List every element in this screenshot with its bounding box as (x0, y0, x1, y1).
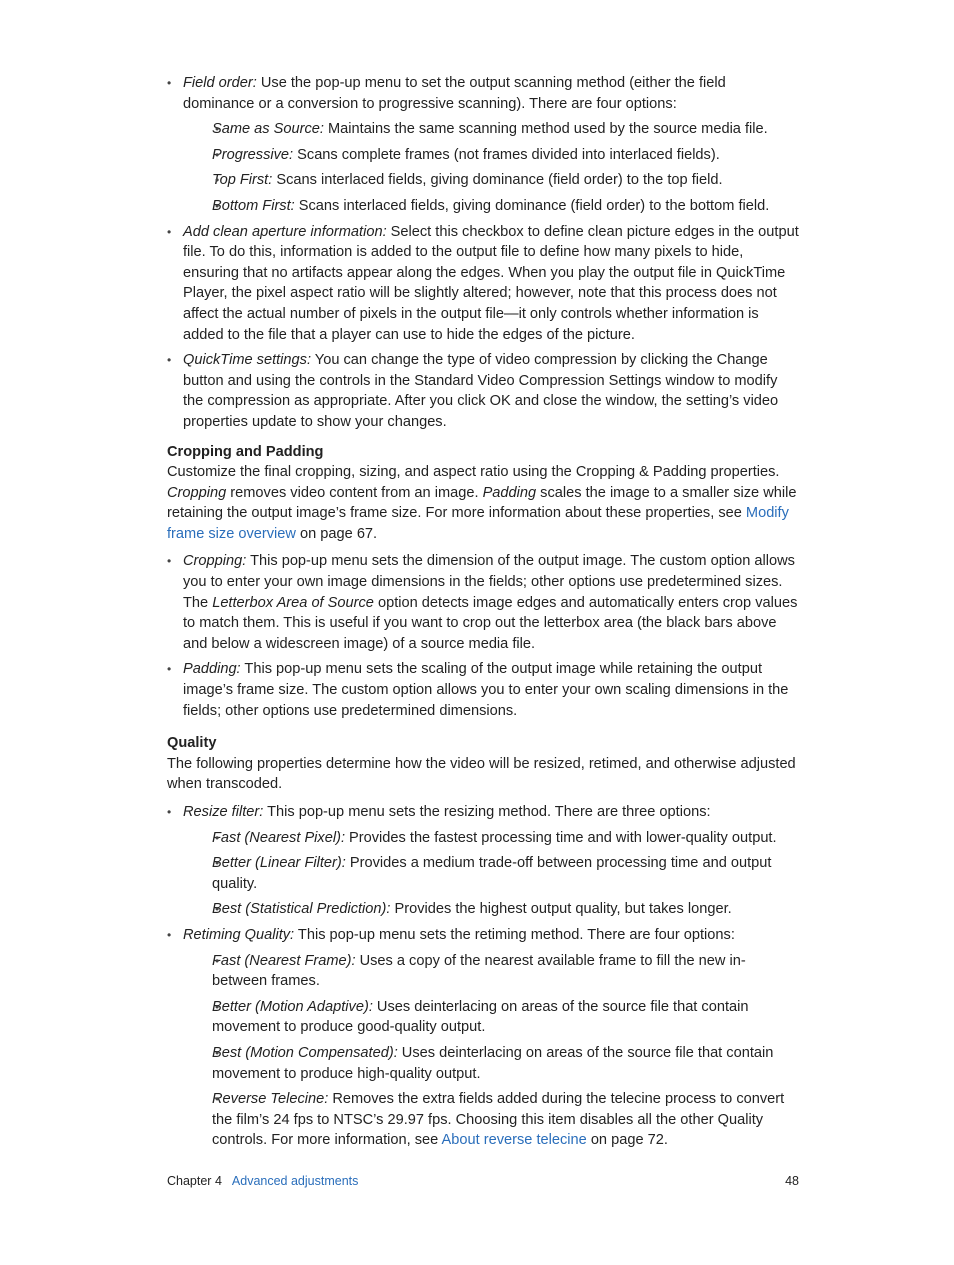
item-text: This pop-up menu sets the dimension of the output image. The custom option allows you to enter your own image dimensions in the fields; other options use predetermined sizes. The (183, 553, 795, 611)
item-text: Use the pop-up menu to set the output scanning method (either the field dominance or a conversion to progressive scanning). There are four options: (183, 75, 726, 112)
page-footer (167, 1171, 799, 1191)
item-text: Maintains the same scanning method used by the source media file. (323, 121, 768, 138)
cropping-section (167, 442, 799, 722)
quality-section (167, 733, 799, 1151)
sub-list-item (199, 1043, 799, 1084)
item-text: Select this checkbox to define clean picture edges in the output file. To do this, information is added to the output file to define how many pixels to hide, ensuring that no artifacts appear along the edges. When you play the output file in QuickTime Player, the pixel aspect ratio will be slightly altered; however, note that this process does not affect the actual number of pixels in the output file—it only controls whether information is added to the file that a player can use to hide the edges of the picture. (183, 223, 799, 343)
term: Fast (Nearest Pixel): (212, 829, 345, 846)
term: Reverse Telecine: (212, 1091, 329, 1108)
paragraph (167, 462, 799, 544)
section-heading: Quality (167, 735, 217, 752)
item-text: Uses a copy of the nearest available frame to fill the new in-between frames. (212, 952, 746, 990)
term: Better (Motion Adaptive): (212, 998, 373, 1015)
paragraph-text: Customize the final cropping, sizing, and aspect ratio using the Cropping & Padding properties. (167, 464, 780, 481)
page-content (167, 73, 799, 1156)
term: Field order: (183, 75, 257, 91)
item-text: Scans complete frames (not frames divided into interlaced fields). (293, 146, 720, 163)
sub-list-item (199, 196, 799, 217)
sub-list-item (199, 997, 799, 1038)
term: Padding: (183, 661, 241, 678)
about-reverse-telecine-link[interactable]: About reverse telecine (441, 1132, 587, 1149)
term: Progressive: (212, 146, 294, 163)
term: Cropping: (183, 553, 247, 570)
item-text: Provides the fastest processing time and with lower-quality output. (345, 829, 777, 846)
sub-list-item (199, 1089, 799, 1151)
term: Retiming Quality: (183, 926, 295, 943)
item-text: Uses deinterlacing on areas of the source file that contain movement to produce good-quality output. (212, 998, 749, 1036)
term: Padding (482, 484, 537, 501)
sub-list-item (199, 828, 799, 849)
sub-list-item (199, 853, 799, 894)
item-text: option detects image edges and automatically enters crop values to match them. This is useful if you want to crop out the letterbox area (the black bars above and below a widescreen image) of a source media file. (183, 594, 798, 652)
term: Fast (Nearest Frame): (212, 952, 356, 969)
term: Resize filter: (183, 804, 264, 820)
term: Better (Linear Filter): (212, 855, 346, 872)
paragraph-text: on page 67. (295, 525, 378, 542)
item-text: on page 72. (586, 1132, 668, 1149)
item-text: This pop-up menu sets the resizing method. There are three options: (263, 804, 711, 820)
item-text: This pop-up menu sets the scaling of the output image while retaining the output image’s frame size. The custom option allows you to enter your own scaling dimensions in the fields; other options use predetermined dimensions. (183, 661, 789, 719)
item-text: Scans interlaced fields, giving dominance (field order) to the bottom field. (294, 197, 770, 214)
term: QuickTime settings: (183, 352, 312, 369)
list-item (167, 802, 799, 920)
chapter-number: Chapter 4 (167, 1174, 222, 1188)
paragraph-text: scales the image to a smaller size while retaining the output image’s frame size. For more information about these properties, see (167, 484, 797, 522)
term: Add clean aperture information: (183, 223, 387, 240)
chapter-title-link[interactable]: Advanced adjustments (231, 1174, 359, 1188)
sub-list-item (199, 899, 799, 920)
item-text: This pop-up menu sets the retiming method. There are four options: (294, 926, 735, 943)
term: Best (Motion Compensated): (212, 1044, 398, 1061)
list-item (167, 350, 799, 432)
paragraph-text: removes video content from an image. (226, 484, 483, 501)
term: Best (Statistical Prediction): (212, 901, 391, 918)
field-options-list (167, 73, 799, 433)
item-text: Uses deinterlacing on areas of the source file that contain movement to produce high-quality output. (212, 1044, 774, 1082)
sub-list (183, 951, 799, 1151)
list-item (167, 222, 799, 346)
term: Cropping (167, 484, 227, 501)
item-text: Removes the extra fields added during the telecine process to convert the film’s 24 fps to NTSC’s 29.97 fps. Choosing this item disables all the other Quality controls. For more information, see (212, 1091, 785, 1149)
page-number: 48 (785, 1174, 799, 1188)
sub-list-item (199, 951, 799, 992)
modify-frame-size-link[interactable]: Modify frame size overview (167, 505, 789, 542)
term: Same as Source: (212, 121, 324, 138)
sub-list-item (199, 145, 799, 166)
term: Bottom First: (212, 197, 295, 214)
sub-list (183, 119, 799, 216)
term: Top First: (212, 172, 273, 189)
section-heading: Cropping and Padding (167, 443, 324, 460)
list-item (167, 73, 799, 217)
list-item (167, 551, 799, 654)
list-item (167, 659, 799, 721)
sub-list-item (199, 170, 799, 191)
item-text: Provides the highest output quality, but takes longer. (390, 901, 732, 918)
term: Letterbox Area of Source (212, 594, 374, 611)
list-item (167, 925, 799, 1151)
item-text: You can change the type of video compression by clicking the Change button and using the controls in the Standard Video Compression Settings window to modify the compression as appropriate. After you click OK and close the window, the setting’s video properties update to show your changes. (183, 352, 779, 430)
sub-list-item (199, 119, 799, 140)
item-text: Provides a medium trade-off between processing time and output quality. (212, 855, 772, 892)
sub-list (183, 828, 799, 920)
cropping-list (167, 551, 799, 721)
quality-list (167, 802, 799, 1151)
paragraph: The following properties determine how the video will be resized, retimed, and otherwise adjusted when transcoded. (167, 755, 796, 793)
item-text: Scans interlaced fields, giving dominance (field order) to the top field. (272, 172, 723, 189)
